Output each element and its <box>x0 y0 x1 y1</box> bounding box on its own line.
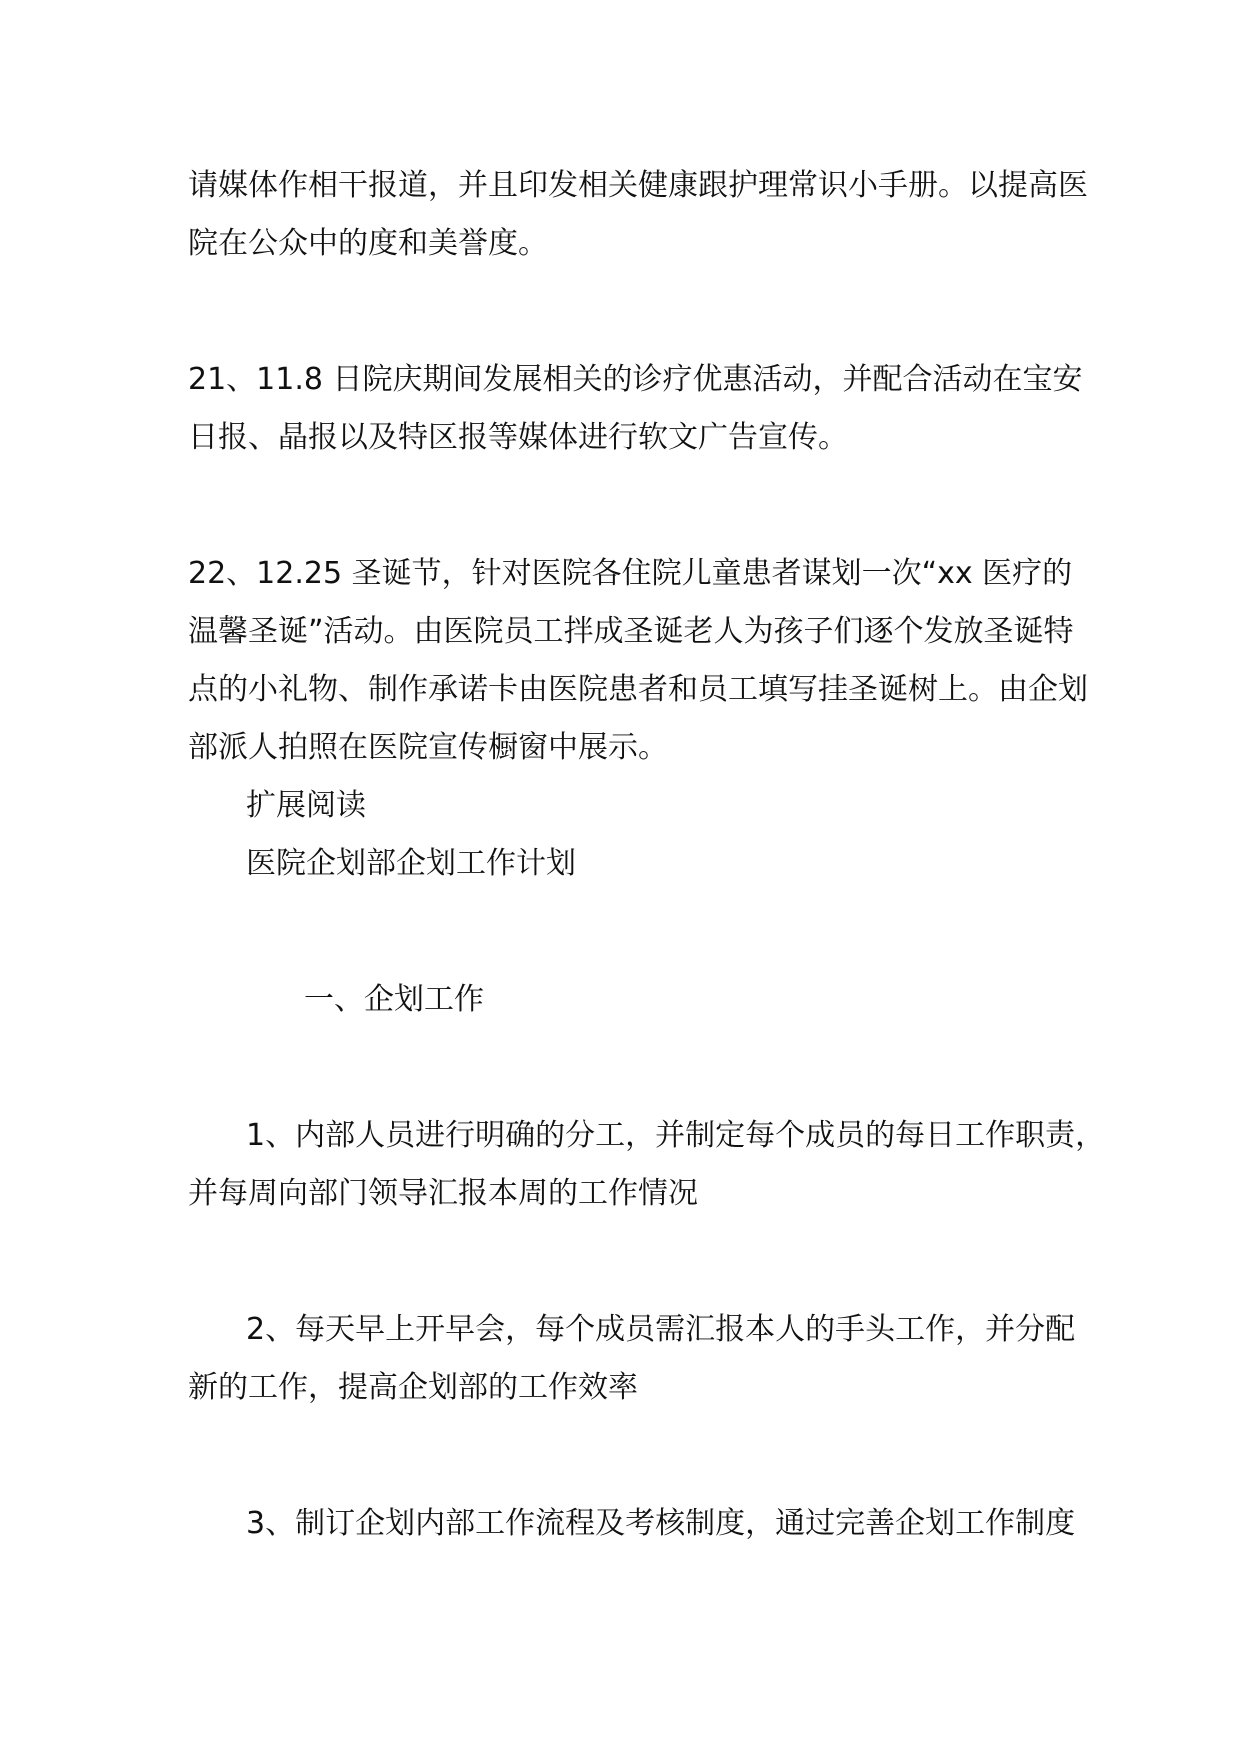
item-22-line-4: 部派人拍照在医院宣传橱窗中展示。 <box>188 730 668 765</box>
plan-item-2-line-1: 2、每天早上开早会，每个成员需汇报本人的手头工作，并分配 <box>246 1312 1076 1347</box>
plan-title: 医院企划部企划工作计划 <box>246 846 576 881</box>
plan-item-2-line-2: 新的工作，提高企划部的工作效率 <box>188 1370 638 1405</box>
item-21-line-2: 日报、晶报以及特区报等媒体进行软文广告宣传。 <box>188 420 848 455</box>
paragraph-line-2: 院在公众中的度和美誉度。 <box>188 226 548 261</box>
item-22-line-2: 温馨圣诞”活动。由医院员工拌成圣诞老人为孩子们逐个发放圣诞特 <box>188 614 1074 649</box>
item-21-line-1: 21、11.8 日院庆期间发展相关的诊疗优惠活动，并配合活动在宝安 <box>188 362 1083 397</box>
plan-item-1-line-2: 并每周向部门领导汇报本周的工作情况 <box>188 1176 698 1211</box>
plan-item-3-line-1: 3、制订企划内部工作流程及考核制度，通过完善企划工作制度 <box>246 1506 1076 1541</box>
extended-reading-label: 扩展阅读 <box>246 788 366 823</box>
paragraph-line-1: 请媒体作相干报道，并且印发相关健康跟护理常识小手册。以提高医 <box>188 168 1088 203</box>
plan-item-1-line-1: 1、内部人员进行明确的分工，并制定每个成员的每日工作职责， <box>246 1118 1106 1153</box>
item-22-line-3: 点的小礼物、制作承诺卡由医院患者和员工填写挂圣诞树上。由企划 <box>188 672 1088 707</box>
section-heading-1: 一、企划工作 <box>304 982 484 1017</box>
item-22-line-1: 22、12.25 圣诞节，针对医院各住院儿童患者谋划一次“xx 医疗的 <box>188 556 1073 591</box>
